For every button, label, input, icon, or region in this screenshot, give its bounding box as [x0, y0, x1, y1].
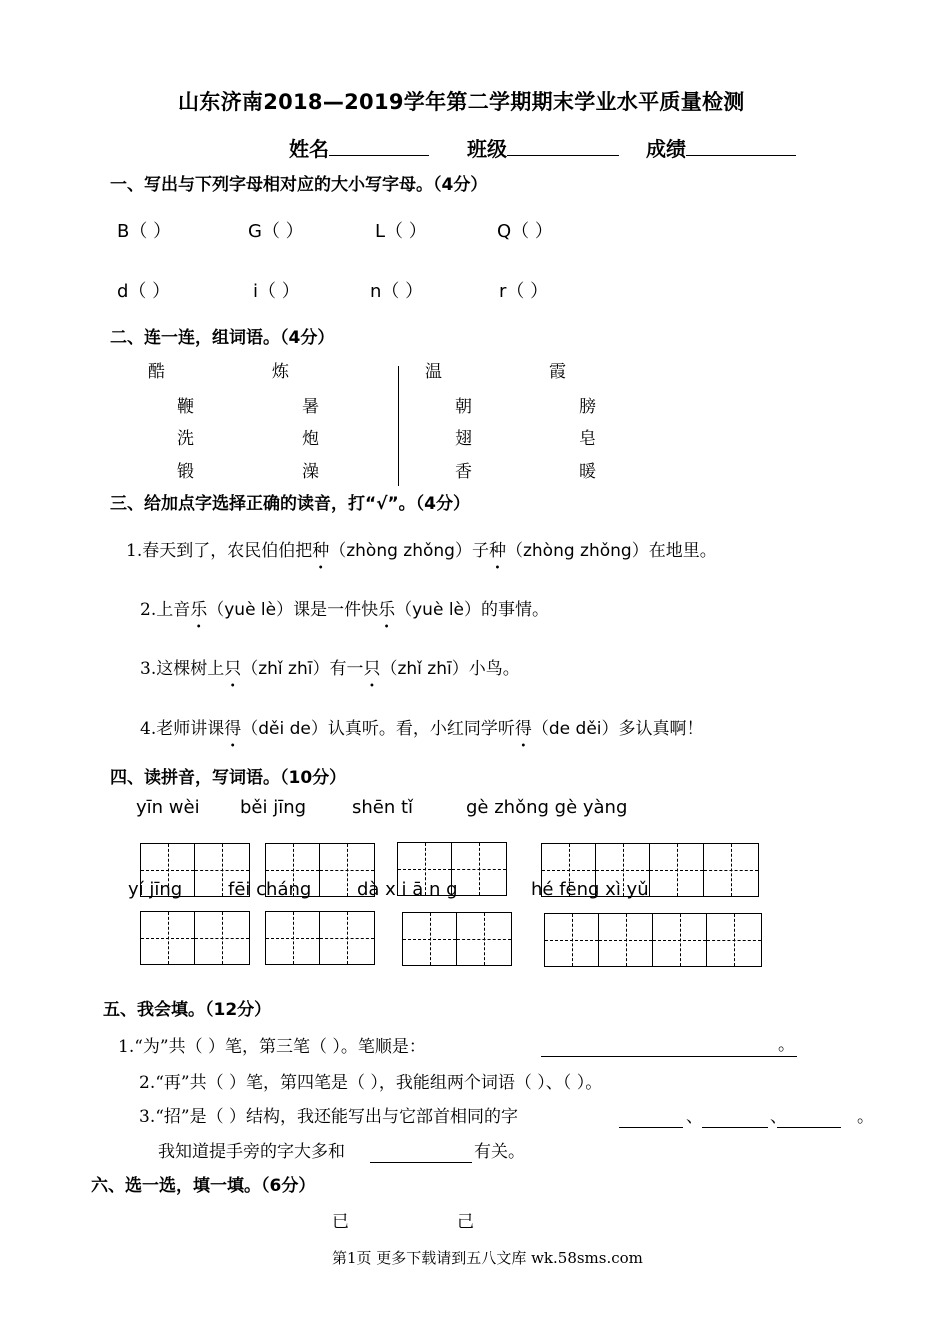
divider-line — [398, 366, 399, 486]
fill-line-2: 2.“再”共（ ）笔，第四笔是（ ），我能组两个词语（ ）、（ ）。 — [139, 1073, 603, 1093]
same-radical-blank[interactable] — [777, 1107, 841, 1128]
dotted-char: 乐 — [378, 600, 396, 620]
match-char[interactable]: 暖 — [579, 462, 596, 482]
letter-item: r（ ） — [499, 281, 549, 302]
letter-item: d（ ） — [117, 281, 171, 302]
dotted-char: 种 — [488, 541, 506, 561]
dotted-char: 得 — [514, 719, 532, 739]
pinyin-choice[interactable]: （děi de） — [241, 719, 328, 739]
match-char[interactable]: 皂 — [579, 429, 596, 449]
pinyin-choice[interactable]: （zhòng zhǒng） — [505, 541, 649, 561]
dotted-char: 乐 — [190, 600, 208, 620]
match-char[interactable]: 翅 — [455, 429, 472, 449]
writing-grid[interactable] — [402, 912, 512, 966]
pinyin-label: yīn wèi — [136, 797, 200, 818]
section3-heading: 三、给加点字选择正确的读音，打“√”。（4分） — [110, 494, 471, 514]
match-char[interactable]: 炮 — [302, 429, 319, 449]
pinyin-choice[interactable]: （de děi） — [531, 719, 619, 739]
dotted-char: 种 — [312, 541, 330, 561]
section1-heading: 一、写出与下列字母相对应的大小写字母。（4分） — [110, 175, 488, 195]
fill-line-1: 1.“为”共（ ）笔，第三笔（ ）。笔顺是： — [118, 1037, 426, 1057]
pinyin-label: běi jīng — [240, 797, 307, 818]
score-blank[interactable] — [686, 135, 796, 156]
reading-item-1: 1.春天到了，农民伯伯把种（zhòng zhǒng）子种（zhòng zhǒng）在地里。 — [126, 541, 717, 561]
pinyin-choice[interactable]: （yuè lè） — [207, 600, 294, 620]
fill-line-4: 我知道提手旁的字大多和 — [158, 1142, 345, 1162]
page-title: 山东济南2018—2019学年第二学期期末学业水平质量检测 — [178, 90, 745, 114]
class-blank[interactable] — [507, 135, 619, 156]
dotted-char: 只 — [363, 659, 381, 679]
pinyin-label: hé fēng xì yǔ — [531, 879, 649, 900]
pinyin-label: yí jīng — [128, 879, 183, 900]
choice-char: 己 — [457, 1212, 474, 1232]
section5-heading: 五、我会填。（12分） — [103, 1000, 272, 1020]
match-char[interactable]: 鞭 — [177, 397, 194, 417]
stroke-order-blank[interactable] — [541, 1036, 797, 1057]
letter-item: B（ ） — [117, 221, 172, 242]
dotted-char: 得 — [224, 719, 242, 739]
dotted-char: 只 — [224, 659, 242, 679]
score-field — [646, 133, 796, 162]
same-radical-blank[interactable] — [619, 1107, 683, 1128]
name-label: 姓名 — [289, 137, 329, 161]
pinyin-label: shēn tǐ — [352, 797, 414, 818]
letter-item: i（ ） — [253, 281, 300, 302]
pinyin-choice[interactable]: （zhǐ zhī） — [380, 659, 469, 679]
radical-meaning-blank[interactable] — [370, 1142, 472, 1163]
section6-heading: 六、选一选，填一填。（6分） — [91, 1176, 316, 1196]
separator: 、 — [770, 1107, 787, 1127]
pinyin-label: gè zhǒng gè yàng — [466, 797, 628, 818]
fill-line-3-end: 。 — [857, 1107, 874, 1127]
match-char[interactable]: 澡 — [302, 462, 319, 482]
same-radical-blank[interactable] — [702, 1107, 768, 1128]
pinyin-choice[interactable]: （zhòng zhǒng） — [329, 541, 472, 561]
pinyin-label: dà x i ā n g — [357, 879, 458, 900]
letter-item: Q（ ） — [497, 221, 553, 242]
name-blank[interactable] — [329, 135, 429, 156]
page-footer: 第1页 更多下载请到五八文库 wk.58sms.com — [332, 1249, 643, 1267]
match-char[interactable]: 洗 — [177, 429, 194, 449]
section4-heading: 四、读拼音，写词语。（10分） — [110, 768, 347, 788]
score-label: 成绩 — [646, 137, 686, 161]
match-char[interactable]: 酷 — [148, 362, 165, 382]
pinyin-label: fēi cháng — [228, 879, 312, 900]
match-char[interactable]: 温 — [425, 362, 442, 382]
letter-item: L（ ） — [375, 221, 427, 242]
class-field — [467, 133, 619, 162]
match-char[interactable]: 炼 — [272, 362, 289, 382]
writing-grid[interactable] — [140, 911, 250, 965]
fill-line-3: 3.“招”是（ ）结构，我还能写出与它部首相同的字 — [139, 1107, 519, 1127]
fill-line-1-end: 。 — [778, 1035, 795, 1055]
match-char[interactable]: 膀 — [579, 397, 596, 417]
letter-item: n（ ） — [370, 281, 424, 302]
match-char[interactable]: 暑 — [302, 397, 319, 417]
reading-item-4: 4.老师讲课得（děi de）认真听。看，小红同学听得（de děi）多认真啊！ — [140, 719, 704, 739]
separator: 、 — [686, 1107, 703, 1127]
name-field — [289, 133, 429, 162]
match-char[interactable]: 朝 — [455, 397, 472, 417]
writing-grid[interactable] — [265, 911, 375, 965]
reading-item-3: 3.这棵树上只（zhǐ zhī）有一只（zhǐ zhī）小鸟。 — [140, 659, 520, 679]
match-char[interactable]: 锻 — [177, 462, 194, 482]
match-char[interactable]: 香 — [455, 462, 472, 482]
section2-heading: 二、连一连，组词语。（4分） — [110, 328, 335, 348]
writing-grid[interactable] — [544, 913, 762, 967]
class-label: 班级 — [467, 137, 507, 161]
letter-item: G（ ） — [248, 221, 304, 242]
pinyin-choice[interactable]: （yuè lè） — [395, 600, 482, 620]
reading-item-2: 2.上音乐（yuè lè）课是一件快乐（yuè lè）的事情。 — [140, 600, 550, 620]
pinyin-choice[interactable]: （zhǐ zhī） — [241, 659, 330, 679]
choice-char: 已 — [332, 1212, 349, 1232]
fill-line-4-end: 有关。 — [474, 1142, 525, 1162]
match-char[interactable]: 霞 — [549, 362, 566, 382]
